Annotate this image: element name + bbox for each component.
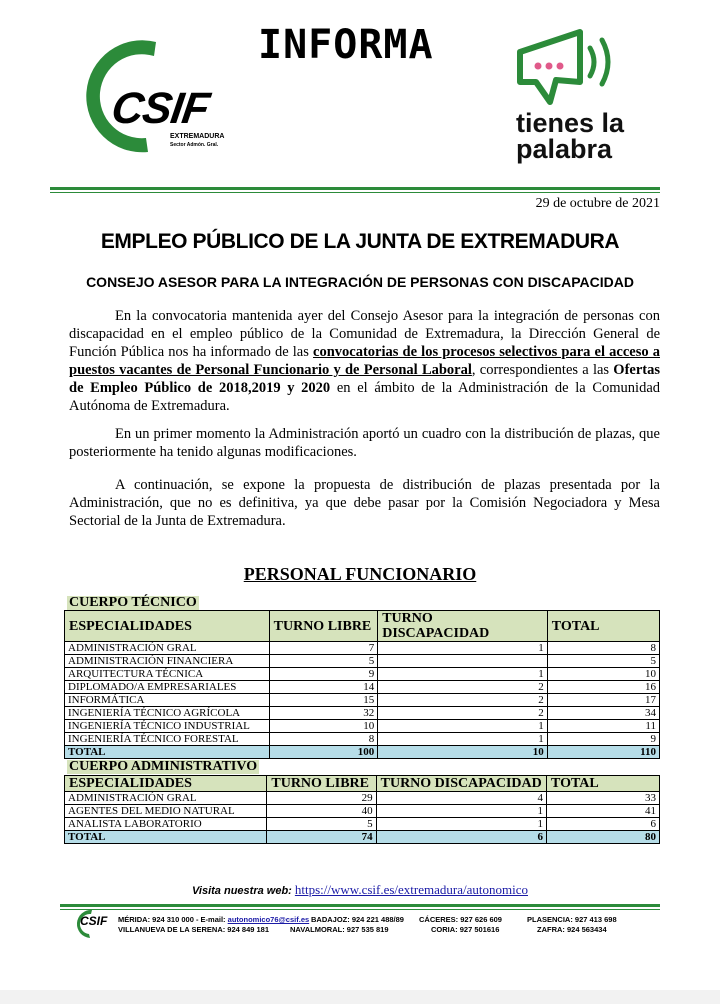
footer-logo-brand: CSIF [80,914,108,928]
header-especialidades: ESPECIALIDADES [65,776,267,792]
bottom-strip [0,990,720,1004]
cell-especialidad: ANALISTA LABORATORIO [65,818,267,831]
cell-especialidad: TOTAL [65,746,270,759]
cuerpo-tecnico-table [64,610,660,759]
cell-especialidad: ADMINISTRACIÓN GRAL [65,642,270,655]
cell-turno-discapacidad: 1 [378,733,548,746]
table-row [65,642,660,655]
cuerpo-tecnico-body [65,642,660,759]
cell-turno-libre: 5 [267,818,376,831]
contact-villanueva: VILLANUEVA DE LA SERENA: 924 849 181 [118,925,270,934]
footer-rule-thick [60,904,660,907]
table-row [65,792,660,805]
cell-turno-libre: 9 [269,668,378,681]
cell-turno-discapacidad: 2 [378,681,548,694]
cell-turno-libre: 40 [267,805,376,818]
paragraph-1 [69,307,660,415]
cell-especialidad: AGENTES DEL MEDIO NATURAL [65,805,267,818]
cell-total: 110 [547,746,659,759]
cell-turno-discapacidad: 1 [378,642,548,655]
email-link[interactable]: autonomico76@csif.es [227,915,310,924]
logo-region: EXTREMADURA [170,133,225,140]
cuerpo-administrativo-label: CUERPO ADMINISTRATIVO [69,759,258,774]
cell-turno-discapacidad: 1 [376,818,546,831]
cell-total: 16 [547,681,659,694]
header-turno-libre: TURNO LIBRE [269,611,378,642]
footer-rule-thin [60,909,660,910]
cell-turno-libre: 7 [269,642,378,655]
document-title: EMPLEO PÚBLICO DE LA JUNTA DE EXTREMADURA [100,230,620,253]
cuerpo-administrativo-table [64,775,660,844]
cell-turno-libre: 32 [269,707,378,720]
cell-especialidad: ARQUITECTURA TÉCNICA [65,668,270,681]
logo-sector: Sector Admón. Gral. [170,142,219,148]
cell-turno-discapacidad: 4 [376,792,546,805]
cell-especialidad: INGENIERÍA TÉCNICO FORESTAL [65,733,270,746]
p1-text-a: En la convocatoria mantenida ayer del Consejo Asesor para la integración de personas con discapacidad en el empleo público de la Comunidad de Extremadura, la Dirección General de Función Pública nos ha informado de las [69,308,660,360]
cell-total: 6 [546,818,659,831]
cell-total: 41 [546,805,659,818]
csif-logo [78,34,238,156]
cell-especialidad: ADMINISTRACIÓN FINANCIERA [65,655,270,668]
paragraph-2 [69,425,660,461]
cell-especialidad: ADMINISTRACIÓN GRAL [65,792,267,805]
table-row [65,655,660,668]
cell-total: 10 [547,668,659,681]
cell-turno-discapacidad: 1 [376,805,546,818]
cell-turno-libre: 5 [269,655,378,668]
table-row [65,805,660,818]
table-header-row [65,611,660,642]
table-row [65,668,660,681]
p1-text-e: en el ámbito de la Administración de la Comunidad Autónoma de Extremadura. [69,380,661,414]
email-label: E-mail: [200,915,226,924]
cell-turno-libre: 15 [269,694,378,707]
logo-brand: CSIF [108,84,212,133]
table-row [65,733,660,746]
contact-plasencia: PLASENCIA: 927 413 698 [527,915,617,924]
informa-heading: INFORMA [258,22,434,68]
cell-turno-libre: 74 [267,831,376,844]
cell-total: 80 [546,831,659,844]
cell-turno-discapacidad: 1 [378,668,548,681]
speech-bubble-icon [516,22,626,110]
merida-phone: MÉRIDA: 924 310 000 - [118,915,199,924]
table-row [65,694,660,707]
cell-turno-libre: 14 [269,681,378,694]
section-title: PERSONAL FUNCIONARIO [243,564,477,584]
contact-zafra: ZAFRA: 924 563434 [537,925,607,934]
footer-csif-logo [72,908,112,940]
cell-total: 5 [547,655,659,668]
header-turno-discapacidad: TURNO DISCAPACIDAD [376,776,546,792]
header-total: TOTAL [546,776,659,792]
table-row [65,818,660,831]
p1-text-c: , correspondientes a las [471,362,614,378]
cell-turno-libre: 10 [269,720,378,733]
cell-turno-libre: 8 [269,733,378,746]
slogan [516,110,624,162]
cell-turno-discapacidad: 10 [378,746,548,759]
p1-underlined: convocatorias de los procesos selectivos para el acceso a puestos vacantes de Personal Funcionario y de Personal Laboral [69,344,660,378]
website-link[interactable]: https://www.csif.es/extremadura/autonomico [294,882,528,897]
cell-total: 9 [547,733,659,746]
total-row [65,831,660,844]
contact-coria: CORIA: 927 501616 [431,925,500,934]
cell-total: 17 [547,694,659,707]
cell-turno-discapacidad: 2 [378,707,548,720]
header-turno-libre: TURNO LIBRE [267,776,376,792]
slogan-line-1: tienes la [516,108,625,138]
paragraph-3 [69,476,660,530]
header-rule-thin [50,192,660,193]
cell-total: 11 [547,720,659,733]
document-date: 29 de octubre de 2021 [535,196,660,211]
cell-especialidad: INGENIERÍA TÉCNICO INDUSTRIAL [65,720,270,733]
header-total: TOTAL [547,611,659,642]
contact-navalmoral: NAVALMORAL: 927 535 819 [290,925,389,934]
cell-especialidad: INFORMÁTICA [65,694,270,707]
header-turno-discapacidad: TURNO DISCAPACIDAD [378,611,548,642]
contact-caceres: CÁCERES: 927 626 609 [419,915,502,924]
p2-text: En un primer momento la Administración aportó un cuadro con la distribución de plazas, que posteriormente ha tenido algunas modificaciones. [69,426,660,460]
cell-turno-discapacidad: 2 [378,694,548,707]
table-row [65,707,660,720]
cell-turno-libre: 29 [267,792,376,805]
slogan-line-2: palabra [516,134,613,164]
cell-turno-libre: 100 [269,746,378,759]
cell-especialidad: INGENIERÍA TÉCNICO AGRÍCOLA [65,707,270,720]
cell-especialidad: TOTAL [65,831,267,844]
cell-total: 8 [547,642,659,655]
header-rule-thick [50,187,660,190]
website-line [0,882,720,898]
cuerpo-administrativo-body [65,792,660,844]
cell-total: 34 [547,707,659,720]
header-especialidades: ESPECIALIDADES [65,611,270,642]
cell-turno-discapacidad: 1 [378,720,548,733]
contact-badajoz: BADAJOZ: 924 221 488/89 [311,915,404,924]
contact-merida [118,915,309,925]
cell-turno-discapacidad [378,655,548,668]
table-row [65,720,660,733]
p3-text: A continuación, se expone la propuesta de distribución de plazas presentada por la Administración, que no es definitiva, ya que debe pasar por la Comisión Negociadora y Mesa Sectorial de la Junta de Extremadura. [69,477,660,529]
cuerpo-tecnico-label: CUERPO TÉCNICO [69,595,197,610]
document-subtitle: CONSEJO ASESOR PARA LA INTEGRACIÓN DE PERSONAS CON DISCAPACIDAD [86,274,634,290]
p1-bold: Ofertas de Empleo Público de 2018,2019 y 2020 [69,362,660,396]
total-row [65,746,660,759]
table-row [65,681,660,694]
cell-turno-discapacidad: 6 [376,831,546,844]
table-header-row [65,776,660,792]
cell-total: 33 [546,792,659,805]
visit-label: Visita nuestra web: [191,885,292,897]
cell-especialidad: DIPLOMADO/A EMPRESARIALES [65,681,270,694]
